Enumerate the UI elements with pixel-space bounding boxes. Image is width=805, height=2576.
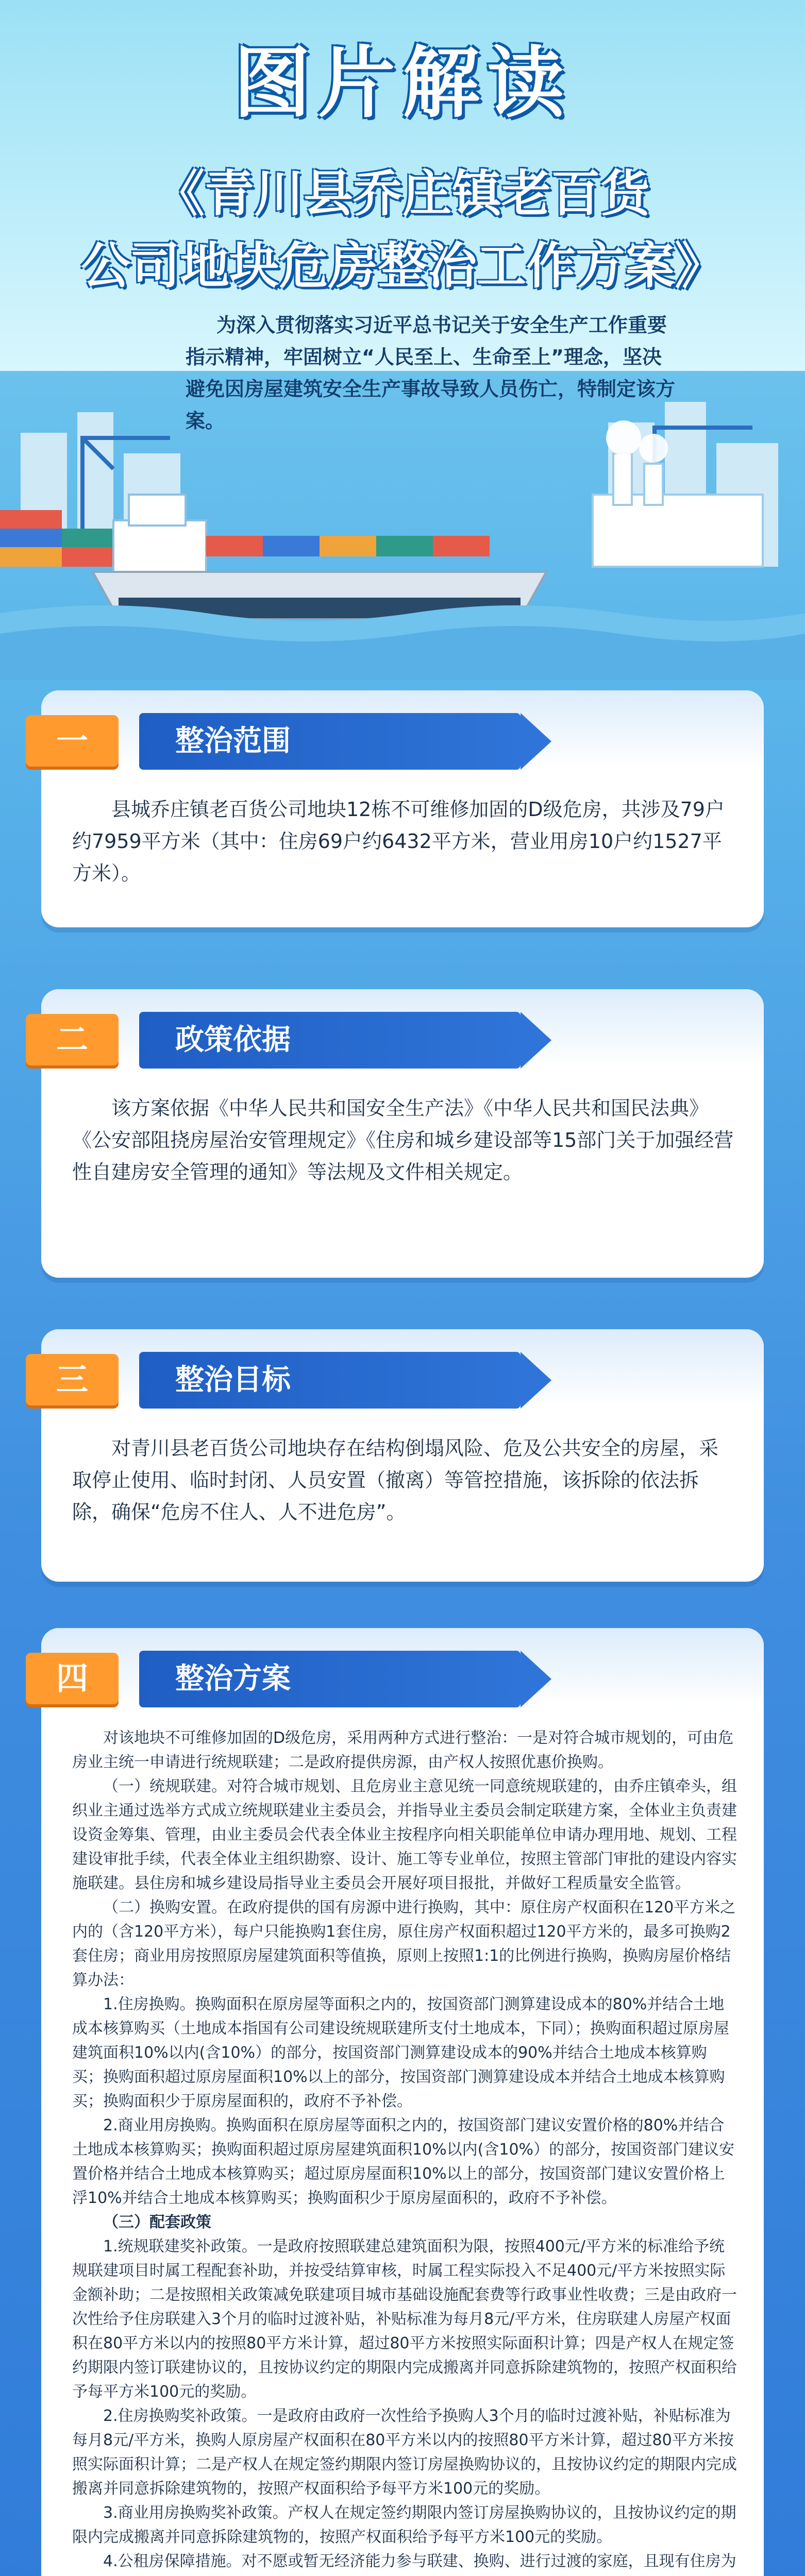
section-title-text: 政策依据 — [175, 1023, 291, 1057]
document-title-line1: 《青川县乔庄镇老百货 — [155, 165, 650, 223]
paragraph: 该方案依据《中华人民共和国安全生产法》《中华人民共和国民法典》《公安部阻挠房屋治安管理规定》《住房和城乡建设部等15部门关于加强经营性自建房安全管理的通知》等法规及文件相关规定。 — [72, 1097, 734, 1183]
intro-line1: 为深入贯彻落实习近平总书记关于安全生产工作重要 — [216, 314, 667, 336]
document-title-line2: 公司地块危房整治工作方案》 — [81, 237, 724, 295]
section-number-badge: 三 — [26, 1354, 119, 1405]
section-number-badge: 二 — [26, 1014, 119, 1065]
paragraph: （二）换购安置。在政府提供的国有房源中进行换购，其中：原住房产权面积在120平方米之内的（含120平方米），每户只能换购1套住房，原住房产权面积超过120平方米的，最多可换购2套住房；商业用房按照原房屋建筑面积等值换，原则上按照1:1的比例进行换购，换购房屋价格结算办法： — [72, 1899, 736, 1989]
paragraph: 对青川县老百货公司地块存在结构倒塌风险、危及公共安全的房屋，采取停止使用、临时封闭、人员安置（撤离）等管控措施，该拆除的依法拆除，确保“危房不住人、人不进危房”。 — [72, 1437, 719, 1523]
page-title: 图片解读 — [233, 39, 572, 128]
section-scope — [41, 690, 764, 927]
hero-banner — [0, 0, 805, 680]
paragraph: 县城乔庄镇老百货公司地块12栋不可维修加固的D级危房，共涉及79户约7959平方米（其中：住房69户约6432平方米，营业用房10户约1527平方米）。 — [72, 798, 725, 885]
section-body — [72, 1432, 737, 1528]
title-arrow-decoration — [521, 713, 551, 770]
section-goals — [41, 1329, 764, 1582]
title-arrow-decoration — [521, 1012, 551, 1069]
paragraph: （一）统规联建。对符合城市规划、且危房业主意见统一同意统规联建的，由乔庄镇牵头，组织业主通过选举方式成立统规联建业主委员会，并指导业主委员会制定联建方案，全体业主负责建设资金筹集、管理，由业主委员会代表全体业主按程序向相关职能单位申请办理用地、规划、工程建设审批手续，代表全体业主组织勘察、设计、施工等专业单位，按照主管部门审批的建设内容实施联建。县住房和城乡建设局指导业主委员会开展好项目报批，并做好工程质量安全监管。 — [72, 1777, 737, 1892]
title-arrow-decoration — [521, 1651, 551, 1707]
section-number-badge: 一 — [26, 715, 119, 767]
paragraph: 2.住房换购奖补政策。一是政府由政府一次性给予换购人3个月的临时过渡补贴，补贴标准为每月8元/平方米，换购人原房屋产权面积在80平方米以内的按照80平方米计算，超过80平方米按照实际面积计算；二是产权人在规定签约期限内签订房屋换购协议的，且按协议约定的期限内完成搬离并同意拆除建筑物的，按照产权面积给予每平方米100元的奖励。 — [72, 2407, 737, 2498]
title-arrow-decoration — [521, 1352, 551, 1409]
section-policy-basis — [41, 989, 764, 1278]
section-plan — [41, 1628, 764, 2576]
intro-line3: 避免因房屋建筑安全生产事故导致人员伤亡，特制定该方案。 — [186, 378, 676, 432]
section-title — [139, 713, 521, 770]
section-number-badge: 四 — [26, 1653, 119, 1704]
hero-intro — [93, 309, 711, 437]
section-title — [139, 1651, 521, 1707]
paragraph: 2.商业用房换购。换购面积在原房屋等面积之内的，按国资部门建议安置价格的80%并结合土地成本核算购买；换购面积超过原房屋建筑面积10%以内(含10%）的部分，按国资部门建议安置价格并结合土地成本核算购买；超过原房屋面积10%以上的部分，按国资部门建议安置价格上浮10%并结合土地成本核算购买；换购面积少于原房屋面积的，政府不予补偿。 — [72, 2116, 735, 2207]
paragraph: 对该地块不可维修加固的D级危房，采用两种方式进行整治：一是对符合城市规划的，可由危房业主统一申请进行统规联建；二是政府提供房源，由产权人按照优惠价换购。 — [72, 1729, 734, 1771]
intro-line2: 指示精神，牢固树立“人民至上、生命至上”理念，坚决 — [186, 346, 662, 368]
paragraph: 1.统规联建奖补政策。一是政府按照联建总建筑面积为限，按照400元/平方米的标准给予统规联建项目时属工程配套补助，并按受结算审核，时属工程实际投入不足400元/平方米按照实际金额补助；二是按照相关政策减免联建项目城市基础设施配套费等行政事业性收费；三是由政府一次性给予住房联建入3个月的临时过渡补贴，补贴标准为每月8元/平方米，住房联建人房屋产权面积在80平方米以内的按照80平方米计算，超过80平方米按照实际面积计算；四是产权人在规定签约期限内签订联建协议的，且按协议约定的期限内完成搬离并同意拆除建筑物的，按照产权面积给予每平方米100元的奖励。 — [72, 2238, 737, 2401]
section-title-text: 整治目标 — [175, 1363, 291, 1397]
section-body — [72, 1092, 737, 1188]
section-title-text: 整治方案 — [175, 1662, 291, 1696]
section-body — [72, 1726, 737, 2576]
subheading: （三）配套政策 — [103, 2213, 211, 2231]
section-title — [139, 1012, 521, 1069]
section-body — [72, 793, 737, 889]
paragraph: 4.公租房保障措施。对不愿或暂无经济能力参与联建、换购、进行过渡的家庭，且现有住房为 — [103, 2552, 736, 2570]
section-title — [139, 1352, 521, 1409]
paragraph: 3.商业用房换购奖补政策。产权人在规定签约期限内签订房屋换购协议的，且按协议约定的期限内完成搬离并同意拆除建筑物的，按照产权面积给予每平方米100元的奖励。 — [72, 2504, 736, 2546]
section-title-text: 整治范围 — [175, 724, 291, 758]
paragraph: 1.住房换购。换购面积在原房屋等面积之内的，按国资部门测算建设成本的80%并结合土地成本核算购买（土地成本指国有公司建设统规联建所支付土地成本，下同）；换购面积超过原房屋建筑面积10%以内(含10%）的部分，按国资部门测算建设成本的90%并结合土地成本核算购买；换购面积超过原房屋面积10%以上的部分，按国资部门测算建设成本并结合土地成本核算购买；换购面积少于原房屋面积的，政府不予补偿。 — [72, 1995, 729, 2110]
